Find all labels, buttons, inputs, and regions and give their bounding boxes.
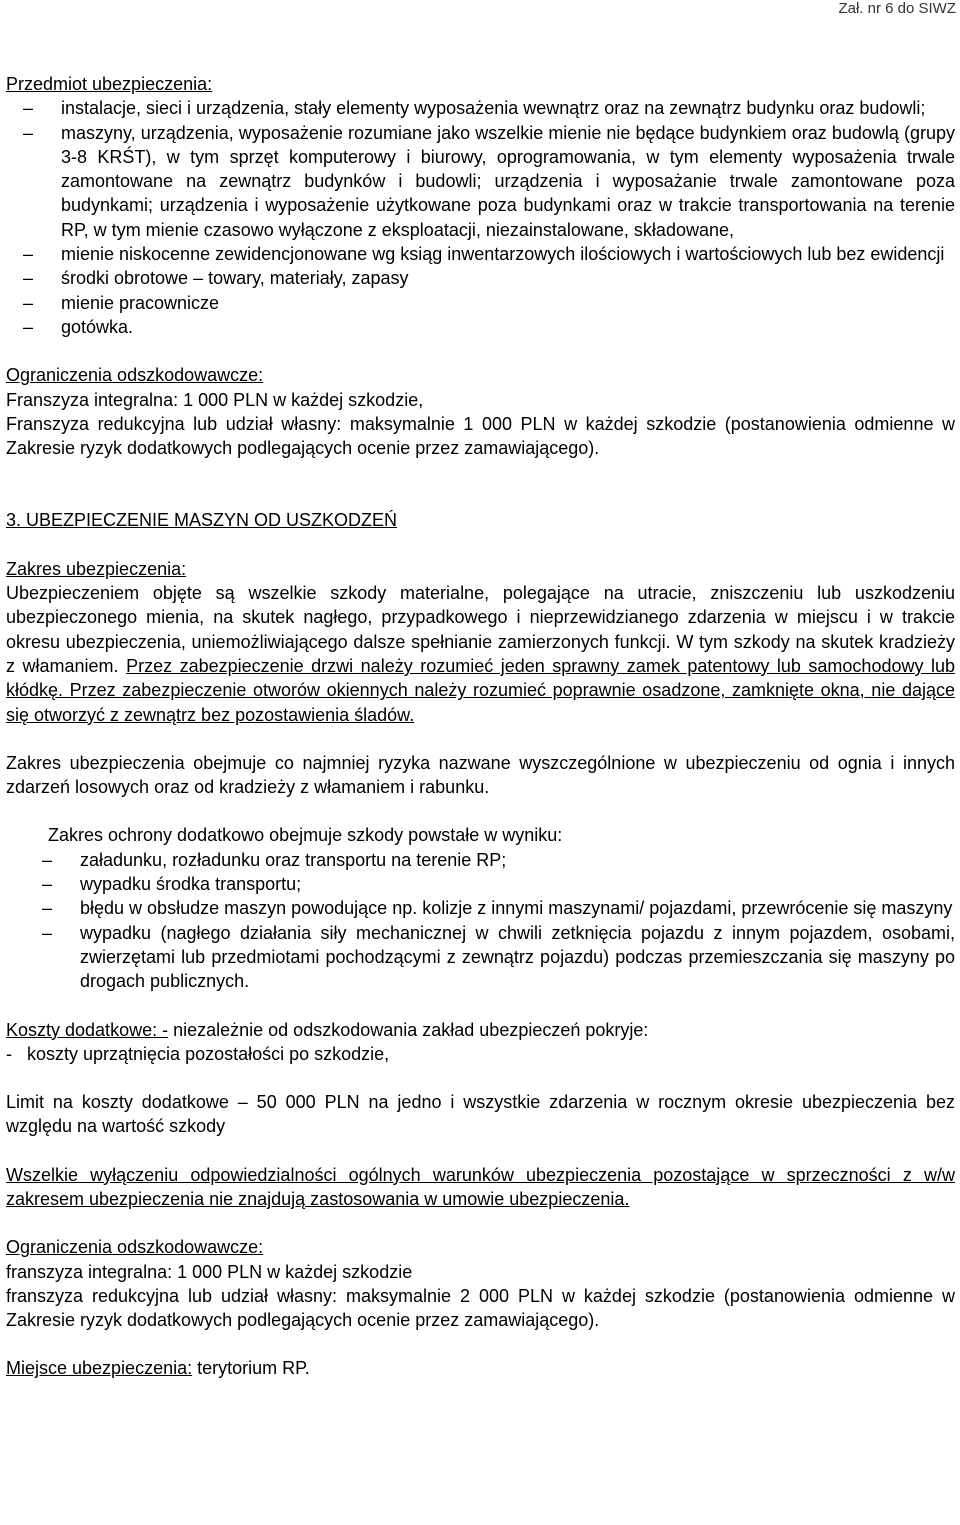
exclusions-note: Wszelkie wyłączeniu odpowiedzialności ogólnych warunków ubezpieczenia pozostające w sprzeczności z w/w zakresem ubezpieczenia nie znajdują zastosowania w umowie ubezpieczenia.: [6, 1164, 955, 1209]
extra-scope-intro: Zakres ochrony dodatkowo obejmuje szkody powstałe w wyniku:: [48, 825, 563, 846]
costs-item: - koszty uprzątnięcia pozostałości po szkodzie,: [6, 1043, 390, 1064]
list-item: – środki obrotowe – towary, materiały, zapasy: [6, 266, 955, 290]
limits-line: franszyza integralna: 1 000 PLN w każdej szkodzie: [6, 1261, 413, 1282]
place-paragraph: Miejsce ubezpieczenia: terytorium RP.: [6, 1358, 310, 1379]
costs-paragraph: Koszty dodatkowe: - niezależnie od odszkodowania zakład ubezpieczeń pokryje:: [6, 1019, 649, 1040]
costs-label: Koszty dodatkowe: -: [6, 1019, 169, 1040]
scope-paragraph: Ubezpieczeniem objęte są wszelkie szkody materialne, polegające na utracie, zniszczeniu lub uszkodzeniu ubezpieczonego mienia, na skutek nagłego, przypadkowego i nieprzewidzianego zdarzenia w miejscu i w trakcie okresu ubezpieczenia, uniemożliwiającego dalsze spełnianie zamierzonych funkcji. W tym szkody na skutek kradzieży z włamaniem. Przez zabezpieczenie drzwi należy rozumieć jeden sprawny zamek patentowy lub samochodowy lub kłódkę. Przez zabezpieczenie otworów okiennych należy rozumieć poprawnie osadzone, zamknięte okna, nie dające się otworzyć z zewnątrz bez pozostawienia śladów.: [6, 583, 955, 725]
dash-marker: –: [42, 898, 53, 919]
list-item: – instalacje, sieci i urządzenia, stały elementy wyposażenia wewnątrz oraz na zewnątrz budynku oraz budowli;: [6, 96, 955, 120]
document-reference: Zał. nr 6 do SIWZ: [838, 0, 956, 17]
limits-line: Franszyza redukcyjna lub udział własny: maksymalnie 1 000 PLN w każdej szkodzie (postanowienia odmienne w Zakresie ryzyk dodatkowych podlegających ocenie przez zamawiającego).: [6, 413, 955, 459]
list-item: – maszyny, urządzenia, wyposażenie rozumiane jako wszelkie mienie nie będące budynkiem oraz budowlą (grupy 3-8 KRŚT), w tym sprzęt komputerowy i biurowy, oprogramowania, w tym elementy wyposażenia trwale zamontowane na zewnątrz budynków i budowli; urządzenia i wyposażanie trwale zamontowane poza budynkami; urządzenia i wyposażenie użytkowane poza budynkami oraz w trakcie transportowania na terenie RP, w tym mienie czasowo wyłączone z eksploatacji, niezainstalowane, składowane,: [23, 122, 955, 240]
list-item: – błędu w obsłudze maszyn powodujące np. kolizje z innymi maszynami/ pojazdami, przewrócenie się maszyny: [22, 896, 955, 920]
limits-line: Franszyza integralna: 1 000 PLN w każdej szkodzie,: [6, 389, 424, 410]
list-item: – wypadku (nagłego działania siły mechanicznej w chwili zetknięcia pojazdu z innym pojazdem, osobami, zwierzętami lub przedmiotami pochodzącymi z zewnątrz pojazdu) podczas przemieszczania się maszyny po drogach publicznych.: [42, 922, 955, 992]
document-page: [6, 0, 955, 1381]
list-item: – załadunku, rozładunku oraz transportu na terenie RP;: [22, 848, 955, 872]
dash-marker: –: [42, 874, 53, 895]
dash-marker: –: [42, 849, 53, 870]
dash-marker: –: [23, 268, 34, 289]
subject-list: [6, 96, 955, 339]
list-item: – mienie pracownicze: [6, 291, 955, 315]
dash-marker: –: [23, 292, 34, 313]
dash-marker: –: [23, 98, 34, 119]
section-title: 3. UBEZPIECZENIE MASZYN OD USZKODZEŃ: [6, 510, 398, 531]
list-item: – gotówka.: [6, 315, 955, 339]
dash-marker: –: [23, 316, 34, 337]
list-item: – wypadku środka transportu;: [22, 872, 955, 896]
dash-marker: –: [23, 244, 34, 265]
subject-heading: Przedmiot ubezpieczenia:: [6, 74, 213, 94]
scope-minimum-paragraph: Zakres ubezpieczenia obejmuje co najmniej ryzyka nazwane wyszczególnione w ubezpieczeniu od ognia i innych zdarzeń losowych oraz od kradzieży z włamaniem i rabunku.: [6, 752, 955, 798]
security-definition: Przez zabezpieczenie drzwi należy rozumieć jeden sprawny zamek patentowy lub samochodowy lub kłódkę. Przez zabezpieczenie otworów okiennych należy rozumieć poprawnie osadzone, zamknięte okna, nie dające się otworzyć z zewnątrz bez pozostawienia śladów.: [6, 655, 955, 725]
list-item: – mienie niskocenne zewidencjonowane wg ksiąg inwentarzowych ilościowych i wartościowych lub bez ewidencji: [6, 242, 955, 266]
limits-heading: Ograniczenia odszkodowawcze:: [6, 365, 264, 386]
limits-line: franszyza redukcyjna lub udział własny: maksymalnie 2 000 PLN w każdej szkodzie (postanowienia odmienne w Zakresie ryzyk dodatkowych podlegających ocenie przez zamawiającego).: [6, 1285, 955, 1331]
extra-scope-list: [6, 848, 955, 994]
place-label: Miejsce ubezpieczenia:: [6, 1358, 193, 1379]
dash-marker: –: [42, 922, 53, 943]
limits-heading: Ograniczenia odszkodowawcze:: [6, 1237, 264, 1258]
costs-limit: Limit na koszty dodatkowe – 50 000 PLN na jedno i wszystkie zdarzenia w rocznym okresie ubezpieczenia bez względu na wartość szkody: [6, 1092, 955, 1137]
scope-heading: Zakres ubezpieczenia:: [6, 558, 187, 579]
dash-marker: –: [23, 122, 34, 143]
